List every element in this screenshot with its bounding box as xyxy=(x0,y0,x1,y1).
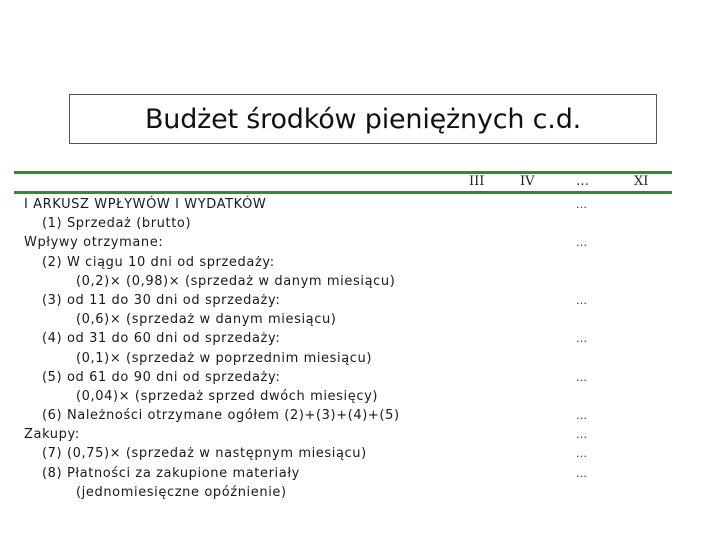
row-ellipsis: … xyxy=(576,409,588,423)
table-row xyxy=(14,483,672,502)
row-label: (jednomiesięczne opóźnienie) xyxy=(76,484,287,500)
column-header-xi: XI xyxy=(634,174,649,189)
row-label: (5) od 61 do 90 dni od sprzedaży: xyxy=(42,369,281,385)
column-header-ellipsis: … xyxy=(576,174,589,189)
row-label: (0,2)× (0,98)× (sprzedaż w danym miesiącu) xyxy=(76,273,396,289)
row-label: (4) od 31 do 60 dni od sprzedaży: xyxy=(42,331,281,347)
row-ellipsis: … xyxy=(576,293,588,307)
table-top-rule xyxy=(14,171,672,174)
row-ellipsis: … xyxy=(576,428,588,442)
row-ellipsis: … xyxy=(576,370,588,384)
row-label: (3) od 11 do 30 dni od sprzedaży: xyxy=(42,292,281,308)
table-row xyxy=(14,425,672,444)
column-header-iii: III xyxy=(469,174,485,189)
column-header-iv: IV xyxy=(520,174,535,189)
table-row xyxy=(14,310,672,329)
row-ellipsis: … xyxy=(576,332,588,346)
row-label: (2) W ciągu 10 dni od sprzedaży: xyxy=(42,254,275,270)
row-label: I ARKUSZ WPŁYWÓW I WYDATKÓW xyxy=(24,197,267,212)
budget-table xyxy=(14,165,672,510)
table-row xyxy=(14,195,672,214)
table-row xyxy=(14,291,672,310)
table-header-rule xyxy=(14,191,672,194)
table-row xyxy=(14,368,672,387)
table-row xyxy=(14,253,672,272)
row-label: (8) Płatności za zakupione materiały xyxy=(42,465,300,481)
row-label: (0,1)× (sprzedaż w poprzednim miesiącu) xyxy=(76,350,373,366)
table-row xyxy=(14,272,672,291)
row-label: (0,6)× (sprzedaż w danym miesiącu) xyxy=(76,312,337,328)
row-ellipsis: … xyxy=(576,236,588,250)
table-row xyxy=(14,329,672,348)
row-label: Wpływy otrzymane: xyxy=(24,235,164,251)
table-row xyxy=(14,406,672,425)
row-ellipsis: … xyxy=(576,447,588,461)
table-rows xyxy=(14,195,672,502)
slide-title: Budżet środków pieniężnych c.d. xyxy=(144,103,582,135)
row-label: Zakupy: xyxy=(24,427,80,443)
table-row xyxy=(14,214,672,233)
table-row xyxy=(14,233,672,252)
row-label: (0,04)× (sprzedaż sprzed dwóch miesięcy) xyxy=(76,388,379,404)
title-box xyxy=(69,94,657,144)
row-ellipsis: … xyxy=(576,198,588,211)
table-row xyxy=(14,464,672,483)
row-label: (7) (0,75)× (sprzedaż w następnym miesiącu) xyxy=(42,446,367,462)
table-row xyxy=(14,349,672,368)
table-row xyxy=(14,444,672,463)
row-label: (1) Sprzedaż (brutto) xyxy=(42,216,192,232)
row-label: (6) Należności otrzymane ogółem (2)+(3)+(4)+(5) xyxy=(42,408,400,424)
row-ellipsis: … xyxy=(576,466,588,480)
table-row xyxy=(14,387,672,406)
